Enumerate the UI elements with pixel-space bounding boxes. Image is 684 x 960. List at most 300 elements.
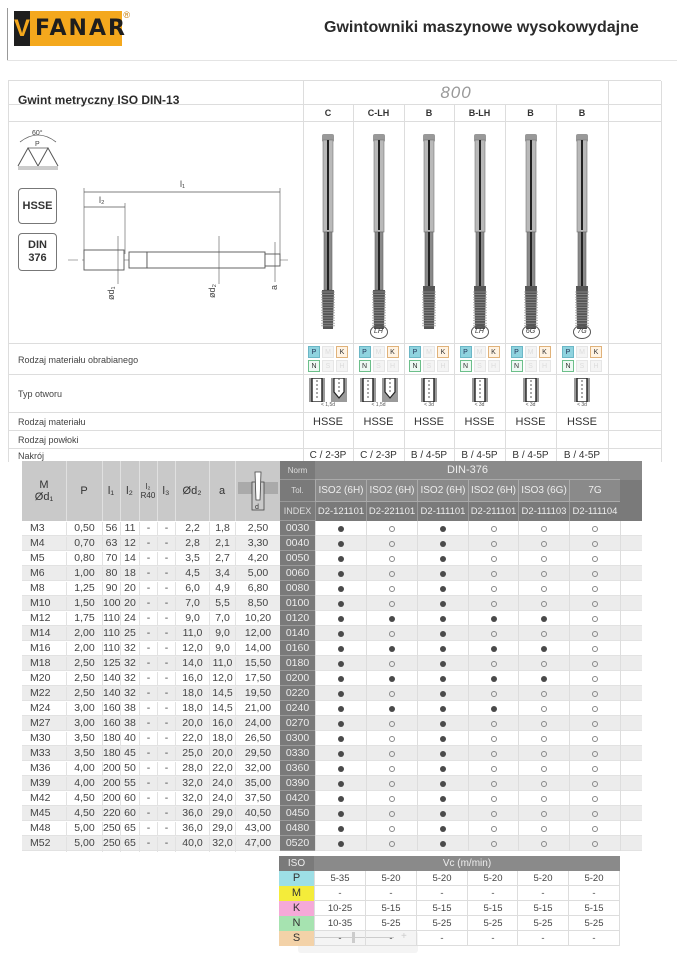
drawing-row — [8, 122, 661, 344]
drill-diagram-icon — [235, 461, 280, 521]
tap-type-cell — [454, 105, 505, 121]
not-stocked-dot[interactable] — [569, 641, 620, 656]
vc-value: 5-20 — [365, 871, 416, 886]
empty-dot-icon — [491, 586, 497, 592]
zoom-in-icon[interactable]: + — [401, 931, 407, 942]
tap-cell — [454, 122, 505, 343]
available-dot[interactable] — [417, 626, 468, 641]
vc-value: - — [314, 886, 365, 901]
not-stocked-dot[interactable] — [366, 776, 417, 791]
filled-dot-icon — [338, 706, 344, 712]
not-stocked-dot[interactable] — [569, 761, 620, 776]
empty-dot-icon — [541, 736, 547, 742]
available-dot[interactable] — [315, 791, 366, 806]
not-stocked-dot[interactable] — [569, 806, 620, 821]
available-dot[interactable] — [417, 776, 468, 791]
not-stocked-dot[interactable] — [518, 716, 569, 731]
not-stocked-dot[interactable] — [518, 566, 569, 581]
iso-badge-group — [510, 345, 552, 373]
filled-dot-icon — [491, 616, 497, 622]
order-code-cell: D2-221101 — [366, 502, 417, 521]
hole-depth-label: < 3d — [474, 402, 485, 408]
tap-image — [369, 124, 389, 339]
available-dot[interactable] — [417, 551, 468, 566]
filled-dot-icon — [440, 736, 446, 742]
available-dot[interactable] — [468, 641, 518, 656]
iso-badge-group — [408, 345, 450, 373]
cell-l2r40: - — [139, 837, 157, 852]
cell-m: M30 — [30, 732, 51, 744]
available-dot[interactable] — [315, 566, 366, 581]
iso-badge-m: M — [474, 346, 486, 358]
iso-badge-h: H — [488, 360, 500, 372]
available-dot[interactable] — [417, 701, 468, 716]
cell-l2r40: - — [139, 597, 157, 612]
cell-l1: 110 — [102, 627, 120, 642]
filled-dot-icon — [440, 556, 446, 562]
material-badges-cell — [505, 344, 556, 374]
cell-l2: 14 — [120, 552, 139, 567]
available-dot[interactable] — [417, 686, 468, 701]
available-dot[interactable] — [417, 656, 468, 671]
header-l2-r40-bottom: R40 — [140, 491, 156, 500]
available-dot[interactable] — [315, 536, 366, 551]
iso-badge-n: N — [511, 360, 523, 372]
hole-type-icons — [309, 378, 347, 409]
index-cell: 0270 — [280, 716, 315, 731]
not-stocked-dot[interactable] — [518, 626, 569, 641]
available-dot[interactable] — [315, 671, 366, 686]
not-stocked-dot[interactable] — [518, 791, 569, 806]
iso-badge-n: N — [460, 360, 472, 372]
cell-a: 14,5 — [209, 687, 235, 702]
vc-value: 5-35 — [314, 871, 365, 886]
blank-cell — [620, 806, 642, 821]
chamfer-value: B / 4-5P — [410, 450, 448, 461]
filled-dot-icon — [440, 826, 446, 832]
cell-l3: - — [157, 627, 175, 642]
not-stocked-dot[interactable] — [366, 521, 417, 536]
not-stocked-dot[interactable] — [518, 701, 569, 716]
filled-dot-icon — [440, 616, 446, 622]
cell-l2: 25 — [120, 627, 139, 642]
tap-type-label: C — [324, 108, 332, 118]
cell-d2: 36,0 — [175, 807, 209, 822]
available-dot[interactable] — [315, 521, 366, 536]
cell-drill: 5,00 — [235, 567, 280, 582]
available-dot[interactable] — [417, 536, 468, 551]
empty-dot-icon — [491, 736, 497, 742]
cell-drill: 35,00 — [235, 777, 280, 792]
filled-dot-icon — [440, 781, 446, 787]
not-stocked-dot[interactable] — [569, 656, 620, 671]
cell-a: 14,5 — [209, 702, 235, 717]
cell-l3: - — [157, 702, 175, 717]
cell-p: 0,70 — [66, 537, 102, 552]
empty-dot-icon — [491, 751, 497, 757]
iso-badge-h: H — [387, 360, 399, 372]
not-stocked-dot[interactable] — [366, 596, 417, 611]
not-stocked-dot[interactable] — [518, 731, 569, 746]
cell-m: M24 — [30, 702, 51, 714]
cell-d2: 32,0 — [175, 792, 209, 807]
not-stocked-dot[interactable] — [569, 671, 620, 686]
not-stocked-dot[interactable] — [518, 836, 569, 851]
not-stocked-dot[interactable] — [366, 626, 417, 641]
available-dot[interactable] — [518, 611, 569, 626]
available-dot[interactable] — [417, 716, 468, 731]
available-dot[interactable] — [417, 596, 468, 611]
available-dot[interactable] — [417, 806, 468, 821]
index-cell: 0200 — [280, 671, 315, 686]
tap-type-cell — [505, 105, 556, 121]
header-tol: Tol. — [280, 480, 315, 502]
filled-dot-icon — [440, 751, 446, 757]
page-header — [0, 0, 684, 62]
cell-m: M4 — [30, 537, 45, 549]
available-dot[interactable] — [315, 581, 366, 596]
empty-dot-icon — [491, 841, 497, 847]
d1-label: ød₁ — [106, 286, 116, 300]
available-dot[interactable] — [315, 731, 366, 746]
din-box-line1: DIN — [28, 239, 47, 251]
available-dot[interactable] — [315, 761, 366, 776]
not-stocked-dot[interactable] — [366, 821, 417, 836]
cell-d2: 2,2 — [175, 522, 209, 537]
filled-dot-icon — [389, 706, 395, 712]
not-stocked-dot[interactable] — [366, 536, 417, 551]
l1-label: l₁ — [180, 179, 186, 189]
available-dot[interactable] — [417, 611, 468, 626]
cell-l1: 140 — [102, 672, 120, 687]
index-cell: 0390 — [280, 776, 315, 791]
available-dot[interactable] — [315, 551, 366, 566]
available-dot[interactable] — [518, 671, 569, 686]
cell-l3: - — [157, 717, 175, 732]
available-dot[interactable] — [417, 671, 468, 686]
order-code-cell: D2-111104 — [569, 502, 620, 521]
cell-a: 22,0 — [209, 762, 235, 777]
chamfer-value: C / 2-3P — [309, 450, 347, 461]
material-worked-label: Rodzaj materiału obrabianego — [18, 355, 139, 365]
not-stocked-dot[interactable] — [468, 596, 518, 611]
not-stocked-dot[interactable] — [366, 551, 417, 566]
iso-badge-p: P — [511, 346, 523, 358]
not-stocked-dot[interactable] — [569, 731, 620, 746]
filled-dot-icon — [440, 796, 446, 802]
order-code-cell: D2-111101 — [417, 502, 468, 521]
empty-dot-icon — [592, 616, 598, 622]
not-stocked-dot[interactable] — [366, 761, 417, 776]
not-stocked-dot[interactable] — [569, 686, 620, 701]
not-stocked-dot[interactable] — [468, 581, 518, 596]
cell-l2r40: - — [139, 567, 157, 582]
not-stocked-dot[interactable] — [518, 536, 569, 551]
not-stocked-dot[interactable] — [366, 566, 417, 581]
not-stocked-dot[interactable] — [468, 626, 518, 641]
not-stocked-dot[interactable] — [468, 686, 518, 701]
not-stocked-dot[interactable] — [518, 656, 569, 671]
available-dot[interactable] — [518, 641, 569, 656]
filled-dot-icon — [338, 691, 344, 697]
cell-l1: 220 — [102, 807, 120, 822]
not-stocked-dot[interactable] — [366, 746, 417, 761]
not-stocked-dot[interactable] — [569, 551, 620, 566]
not-stocked-dot[interactable] — [468, 806, 518, 821]
not-stocked-dot[interactable] — [468, 521, 518, 536]
available-dot[interactable] — [417, 731, 468, 746]
available-dot[interactable] — [417, 641, 468, 656]
available-dot[interactable] — [315, 686, 366, 701]
not-stocked-dot[interactable] — [518, 551, 569, 566]
available-dot[interactable] — [417, 566, 468, 581]
available-dot[interactable] — [315, 716, 366, 731]
material-badges-cell — [303, 344, 353, 374]
cell-l2r40: - — [139, 747, 157, 762]
filled-dot-icon — [491, 706, 497, 712]
material-badges-cell — [454, 344, 505, 374]
vc-value: 5-15 — [568, 901, 619, 916]
available-dot[interactable] — [315, 821, 366, 836]
cell-l2r40: - — [139, 552, 157, 567]
not-stocked-dot[interactable] — [569, 566, 620, 581]
not-stocked-dot[interactable] — [569, 821, 620, 836]
not-stocked-dot[interactable] — [366, 656, 417, 671]
vc-border — [619, 871, 620, 886]
available-dot[interactable] — [315, 611, 366, 626]
filled-dot-icon — [440, 571, 446, 577]
cell-l2: 50 — [120, 762, 139, 777]
not-stocked-dot[interactable] — [366, 806, 417, 821]
cell-l2r40: - — [139, 657, 157, 672]
not-stocked-dot[interactable] — [518, 776, 569, 791]
not-stocked-dot[interactable] — [468, 746, 518, 761]
cell-l1: 250 — [102, 837, 120, 852]
available-dot[interactable] — [417, 836, 468, 851]
empty-dot-icon — [592, 826, 598, 832]
not-stocked-dot[interactable] — [468, 791, 518, 806]
empty-dot-icon — [592, 766, 598, 772]
iso-badge-k: K — [539, 346, 551, 358]
cell-m: M45 — [30, 807, 51, 819]
available-dot[interactable] — [315, 626, 366, 641]
vc-iso-label: ISO — [279, 856, 314, 871]
hole-depth-label: < 3d — [525, 402, 536, 408]
iso-badge-h: H — [590, 360, 602, 372]
iso-badge-p: P — [562, 346, 574, 358]
vc-row-n — [279, 916, 620, 931]
hole-type-icons — [360, 378, 398, 409]
not-stocked-dot[interactable] — [569, 611, 620, 626]
available-dot[interactable] — [468, 611, 518, 626]
vc-header — [279, 856, 620, 871]
empty-dot-icon — [389, 691, 395, 697]
not-stocked-dot[interactable] — [569, 521, 620, 536]
not-stocked-dot[interactable] — [468, 566, 518, 581]
cell-p: 4,50 — [66, 792, 102, 807]
not-stocked-dot[interactable] — [569, 626, 620, 641]
not-stocked-dot[interactable] — [468, 551, 518, 566]
not-stocked-dot[interactable] — [569, 701, 620, 716]
available-dot[interactable] — [417, 821, 468, 836]
blank-cell — [620, 566, 642, 581]
not-stocked-dot[interactable] — [518, 746, 569, 761]
not-stocked-dot[interactable] — [366, 791, 417, 806]
not-stocked-dot[interactable] — [468, 776, 518, 791]
vc-value: 5-20 — [568, 871, 619, 886]
column-divider — [303, 81, 304, 105]
available-dot[interactable] — [468, 671, 518, 686]
cell-p: 2,00 — [66, 627, 102, 642]
not-stocked-dot[interactable] — [569, 836, 620, 851]
not-stocked-dot[interactable] — [518, 761, 569, 776]
cell-m: M42 — [30, 792, 51, 804]
iso-badge-s: S — [322, 360, 334, 372]
not-stocked-dot[interactable] — [518, 806, 569, 821]
empty-dot-icon — [491, 571, 497, 577]
empty-dot-icon — [389, 556, 395, 562]
not-stocked-dot[interactable] — [468, 716, 518, 731]
chamfer-value: C / 2-3P — [360, 450, 397, 461]
not-stocked-dot[interactable] — [366, 836, 417, 851]
order-code-cell: D2-111103 — [518, 502, 569, 521]
iso-badge-n: N — [562, 360, 574, 372]
cell-l3: - — [157, 687, 175, 702]
vc-value: - — [416, 931, 467, 946]
blank-cell — [620, 716, 642, 731]
not-stocked-dot[interactable] — [569, 536, 620, 551]
cell-l3: - — [157, 822, 175, 837]
not-stocked-dot[interactable] — [518, 521, 569, 536]
not-stocked-dot[interactable] — [366, 581, 417, 596]
filled-dot-icon — [338, 556, 344, 562]
iso-badge-s: S — [525, 360, 537, 372]
not-stocked-dot[interactable] — [366, 686, 417, 701]
blank-cell — [620, 761, 642, 776]
available-dot[interactable] — [366, 641, 417, 656]
cell-d2: 18,0 — [175, 702, 209, 717]
cell-m: M18 — [30, 657, 51, 669]
tap-type-label: B-LH — [468, 108, 491, 118]
cell-d2: 4,5 — [175, 567, 209, 582]
iso-badge-h: H — [336, 360, 348, 372]
not-stocked-dot[interactable] — [468, 731, 518, 746]
iso-badge-n: N — [359, 360, 371, 372]
available-dot[interactable] — [315, 806, 366, 821]
available-dot[interactable] — [468, 701, 518, 716]
not-stocked-dot[interactable] — [518, 596, 569, 611]
vc-row-k — [279, 901, 620, 916]
available-dot[interactable] — [315, 776, 366, 791]
iso-group-p: P — [279, 871, 314, 886]
cell-l3: - — [157, 537, 175, 552]
empty-dot-icon — [491, 766, 497, 772]
empty-dot-icon — [592, 721, 598, 727]
thread-profile-icon — [16, 126, 60, 170]
filled-dot-icon — [440, 631, 446, 637]
header-d1: Ød₁ — [34, 491, 54, 503]
cell-d2: 12,0 — [175, 642, 209, 657]
not-stocked-dot[interactable] — [518, 821, 569, 836]
available-dot[interactable] — [417, 746, 468, 761]
blank-cell — [620, 746, 642, 761]
not-stocked-dot[interactable] — [569, 716, 620, 731]
column-divider — [608, 81, 609, 462]
available-dot[interactable] — [417, 581, 468, 596]
vc-border — [619, 901, 620, 916]
not-stocked-dot[interactable] — [468, 836, 518, 851]
not-stocked-dot[interactable] — [366, 731, 417, 746]
not-stocked-dot[interactable] — [518, 686, 569, 701]
available-dot[interactable] — [315, 596, 366, 611]
available-dot[interactable] — [315, 701, 366, 716]
column-divider — [353, 105, 354, 462]
cell-drill: 43,00 — [235, 822, 280, 837]
not-stocked-dot[interactable] — [569, 581, 620, 596]
not-stocked-dot[interactable] — [569, 776, 620, 791]
empty-dot-icon — [389, 751, 395, 757]
not-stocked-dot[interactable] — [468, 536, 518, 551]
cell-l1: 63 — [102, 537, 120, 552]
vc-value: 5-15 — [416, 901, 467, 916]
cell-p: 2,50 — [66, 687, 102, 702]
order-code-cell: D2-211101 — [468, 502, 518, 521]
cell-p: 4,00 — [66, 777, 102, 792]
norm-value: DIN-376 — [315, 461, 620, 480]
empty-dot-icon — [389, 586, 395, 592]
not-stocked-dot[interactable] — [569, 746, 620, 761]
cell-l2: 60 — [120, 807, 139, 822]
not-stocked-dot[interactable] — [518, 581, 569, 596]
din-box-line2: 376 — [28, 252, 47, 264]
not-stocked-dot[interactable] — [569, 596, 620, 611]
hole-type-cell — [404, 375, 454, 412]
cell-l2r40: - — [139, 717, 157, 732]
iso-badge-m: M — [576, 346, 588, 358]
not-stocked-dot[interactable] — [468, 761, 518, 776]
header-m-d1 — [22, 461, 66, 521]
cell-l2r40: - — [139, 702, 157, 717]
vc-value: - — [365, 886, 416, 901]
available-dot[interactable] — [366, 671, 417, 686]
cell-m: M20 — [30, 672, 51, 684]
iso-badge-group — [358, 345, 400, 373]
available-dot[interactable] — [315, 836, 366, 851]
available-dot[interactable] — [315, 746, 366, 761]
empty-dot-icon — [592, 736, 598, 742]
iso-badge-m: M — [322, 346, 334, 358]
not-stocked-dot[interactable] — [366, 716, 417, 731]
cell-l2r40: - — [139, 582, 157, 597]
not-stocked-dot[interactable] — [468, 821, 518, 836]
empty-dot-icon — [541, 556, 547, 562]
available-dot[interactable] — [315, 641, 366, 656]
available-dot[interactable] — [417, 761, 468, 776]
available-dot[interactable] — [417, 791, 468, 806]
tool-material-cell — [505, 413, 556, 430]
available-dot[interactable] — [366, 701, 417, 716]
empty-dot-icon — [541, 601, 547, 607]
cell-l2r40: - — [139, 792, 157, 807]
available-dot[interactable] — [417, 521, 468, 536]
available-dot[interactable] — [315, 656, 366, 671]
cell-l3: - — [157, 777, 175, 792]
coating-row — [8, 431, 661, 449]
not-stocked-dot[interactable] — [468, 656, 518, 671]
not-stocked-dot[interactable] — [569, 791, 620, 806]
cell-d2: 18,0 — [175, 687, 209, 702]
available-dot[interactable] — [366, 611, 417, 626]
